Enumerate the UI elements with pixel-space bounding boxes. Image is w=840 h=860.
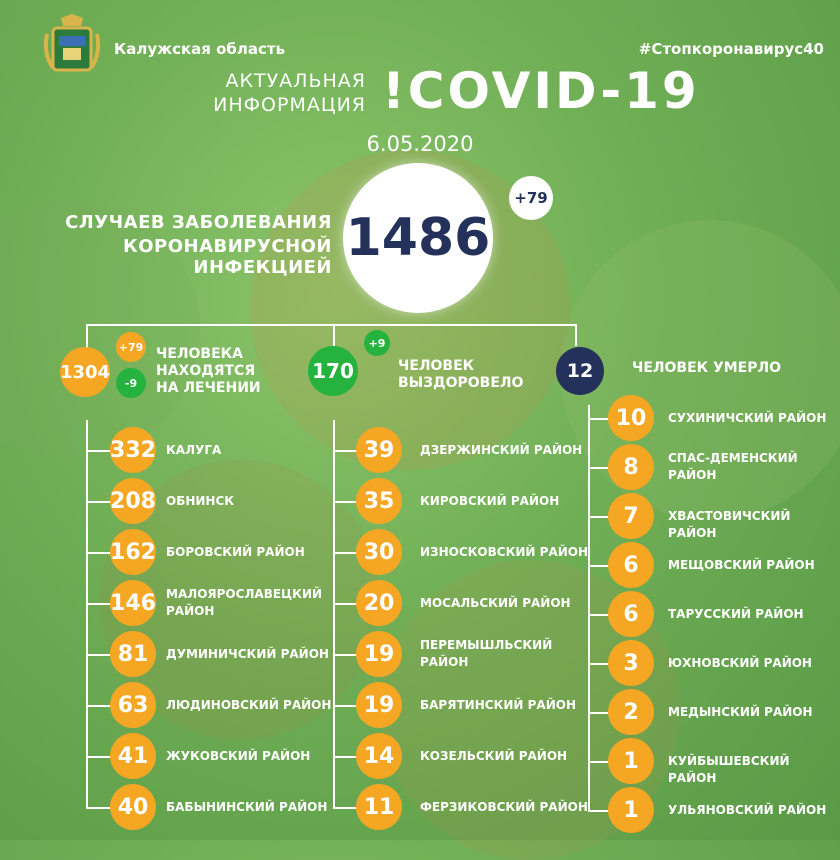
district-count-circle: 30 bbox=[356, 529, 402, 575]
district-count-circle: 1 bbox=[608, 738, 654, 784]
district-name: СПАС-ДЕМЕНСКИЙ РАЙОН bbox=[668, 451, 798, 482]
district-count-circle: 81 bbox=[110, 631, 156, 677]
treatment-count-circle: 1304 bbox=[60, 347, 110, 397]
district-name: ХВАСТОВИЧСКИЙ РАЙОН bbox=[668, 508, 791, 540]
district-count-circle: 35 bbox=[356, 478, 402, 524]
district-count-circle: 8 bbox=[608, 444, 654, 490]
district-count-circle: 41 bbox=[110, 733, 156, 779]
district-name: УЛЬЯНОВСКИЙ РАЙОН bbox=[668, 802, 827, 817]
connector-line bbox=[333, 324, 335, 346]
district-name: ФЕРЗИКОВСКИЙ РАЙОН bbox=[420, 799, 588, 814]
recovered-label bbox=[398, 358, 523, 392]
cases-label-line2: КОРОНАВИРУСНОЙ ИНФЕКЦИЕЙ bbox=[123, 236, 332, 278]
column-connector-line bbox=[333, 420, 335, 807]
district-name: ТАРУССКИЙ РАЙОН bbox=[668, 606, 804, 621]
district-count-circle: 1 bbox=[608, 787, 654, 833]
recovered-label-line2: ВЫЗДОРОВЕЛО bbox=[398, 375, 524, 391]
district-name: КАЛУГА bbox=[166, 442, 222, 457]
district-name: ИЗНОСКОВСКИЙ РАЙОН bbox=[420, 544, 589, 559]
district-count-circle: 14 bbox=[356, 733, 402, 779]
district-name: ДЗЕРЖИНСКИЙ РАЙОН bbox=[420, 442, 583, 457]
district-name: БАБЫНИНСКИЙ РАЙОН bbox=[166, 799, 328, 814]
died-count-circle: 12 bbox=[556, 347, 604, 395]
recovered-label-line1: ЧЕЛОВЕК bbox=[398, 358, 475, 374]
district-name: КИРОВСКИЙ РАЙОН bbox=[420, 493, 560, 508]
district-count-circle: 10 bbox=[608, 395, 654, 441]
coat-of-arms-logo bbox=[43, 14, 101, 76]
district-count-circle: 6 bbox=[608, 542, 654, 588]
covid-title: !COVID-19 bbox=[382, 62, 700, 120]
cases-label-line1: СЛУЧАЕВ ЗАБОЛЕВАНИЯ bbox=[65, 212, 332, 233]
region-name: Калужская область bbox=[114, 40, 286, 58]
treatment-label-line3: НА ЛЕЧЕНИИ bbox=[156, 380, 261, 396]
actual-info-line2: ИНФОРМАЦИЯ bbox=[213, 94, 366, 116]
column-connector-line bbox=[86, 420, 88, 807]
district-count-circle: 40 bbox=[110, 784, 156, 830]
connector-line bbox=[86, 324, 576, 326]
district-name: СУХИНИЧСКИЙ РАЙОН bbox=[668, 410, 827, 425]
treatment-delta-plus-badge: +79 bbox=[116, 332, 146, 362]
actual-info-line1: АКТУАЛЬНАЯ bbox=[225, 70, 366, 92]
district-count-circle: 6 bbox=[608, 591, 654, 637]
district-name: ЛЮДИНОВСКИЙ РАЙОН bbox=[166, 697, 332, 712]
district-count-circle: 208 bbox=[110, 478, 156, 524]
column-connector-line bbox=[588, 405, 590, 810]
report-date: 6.05.2020 bbox=[366, 132, 474, 156]
district-count-circle: 2 bbox=[608, 689, 654, 735]
recovered-count-circle: 170 bbox=[308, 346, 358, 396]
district-name: ЮХНОВСКИЙ РАЙОН bbox=[668, 655, 812, 670]
district-name: МЕЩОВСКИЙ РАЙОН bbox=[668, 557, 815, 572]
connector-line bbox=[575, 324, 577, 346]
recovered-delta-badge: +9 bbox=[364, 330, 390, 356]
district-name: БОРОВСКИЙ РАЙОН bbox=[166, 544, 305, 559]
treatment-label bbox=[156, 346, 261, 397]
district-name: МАЛОЯРОСЛАВЕЦКИЙ РАЙОН bbox=[166, 587, 323, 618]
district-count-circle: 146 bbox=[110, 580, 156, 626]
district-name: ПЕРЕМЫШЛЬСКИЙ РАЙОН bbox=[420, 638, 553, 669]
district-name: КУЙБЫШЕВСКИЙ РАЙОН bbox=[668, 753, 790, 785]
district-name: МЕДЫНСКИЙ РАЙОН bbox=[668, 704, 813, 719]
district-name: КОЗЕЛЬСКИЙ РАЙОН bbox=[420, 748, 568, 763]
district-count-circle: 63 bbox=[110, 682, 156, 728]
treatment-label-line2: НАХОДЯТСЯ bbox=[156, 363, 256, 379]
district-name: МОСАЛЬСКИЙ РАЙОН bbox=[420, 595, 571, 610]
district-count-circle: 7 bbox=[608, 493, 654, 539]
district-name: БАРЯТИНСКИЙ РАЙОН bbox=[420, 697, 576, 712]
total-cases-circle: 1486 bbox=[343, 163, 493, 313]
district-count-circle: 332 bbox=[110, 427, 156, 473]
hashtag: #Стопкоронавирус40 bbox=[638, 40, 824, 58]
treatment-delta-minus-badge: -9 bbox=[116, 368, 146, 398]
district-count-circle: 19 bbox=[356, 682, 402, 728]
district-count-circle: 3 bbox=[608, 640, 654, 686]
district-count-circle: 162 bbox=[110, 529, 156, 575]
district-count-circle: 39 bbox=[356, 427, 402, 473]
district-count-circle: 20 bbox=[356, 580, 402, 626]
district-name: ОБНИНСК bbox=[166, 493, 235, 508]
district-name: ДУМИНИЧСКИЙ РАЙОН bbox=[166, 646, 329, 661]
district-name: ЖУКОВСКИЙ РАЙОН bbox=[166, 748, 311, 763]
district-count-circle: 19 bbox=[356, 631, 402, 677]
district-count-circle: 11 bbox=[356, 784, 402, 830]
treatment-label-line1: ЧЕЛОВЕКА bbox=[156, 346, 243, 362]
died-label: ЧЕЛОВЕК УМЕРЛО bbox=[632, 360, 782, 376]
total-cases-delta-badge: +79 bbox=[509, 176, 553, 220]
